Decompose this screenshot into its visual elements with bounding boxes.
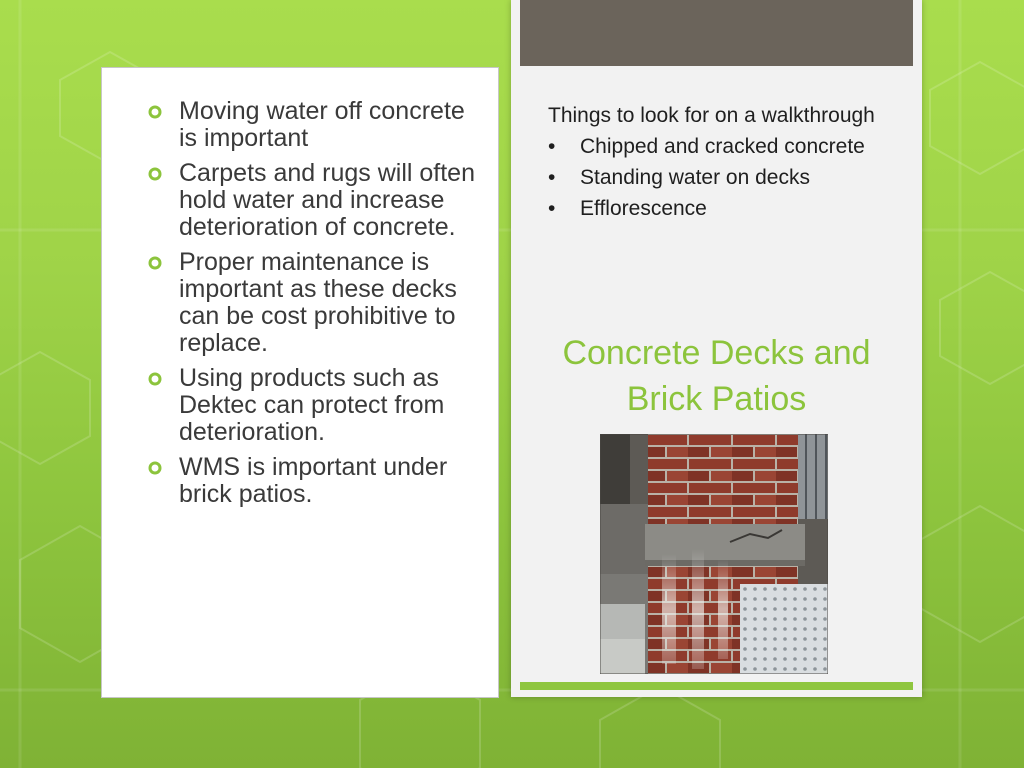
walkthrough-intro: Things to look for on a walkthrough [548,104,875,127]
bullet-dot-icon: • [548,166,556,189]
walkthrough-item-text: Efflorescence [580,197,707,220]
bullet-list [146,98,476,516]
bullet-text: Proper maintenance is important as these decks can be cost prohibitive to replace. [179,248,457,357]
circle-bullet-icon [148,461,162,475]
slide-title: Concrete Decks and Brick Patios [562,334,871,418]
list-item [146,98,476,152]
list-item [146,454,476,508]
bullet-text: Moving water off concrete is important [179,97,465,152]
walkthrough-item-text: Chipped and cracked concrete [580,135,865,158]
accent-bar [520,682,913,690]
circle-bullet-icon [148,372,162,386]
walkthrough-item-text: Standing water on decks [580,166,810,189]
list-item [146,160,476,241]
photo-illustration [600,434,828,674]
circle-bullet-icon [148,105,162,119]
circle-bullet-icon [148,167,162,181]
brick-column-photo [600,434,828,674]
walkthrough-checklist [548,100,888,224]
circle-bullet-icon [148,256,162,270]
walkthrough-list [548,131,888,224]
list-item [548,162,888,193]
list-item [146,249,476,357]
bullet-dot-icon: • [548,135,556,158]
list-item [548,193,888,224]
bullet-dot-icon: • [548,197,556,220]
bullet-text: Carpets and rugs will often hold water and increase deterioration of concrete. [179,159,475,241]
header-bar [520,0,913,66]
list-item [146,365,476,446]
list-item [548,131,888,162]
bullet-text: Using products such as Dektec can protect from deterioration. [179,364,445,446]
right-title-card [511,0,922,697]
bullet-text: WMS is important under brick patios. [179,453,448,508]
left-content-panel [101,67,499,698]
